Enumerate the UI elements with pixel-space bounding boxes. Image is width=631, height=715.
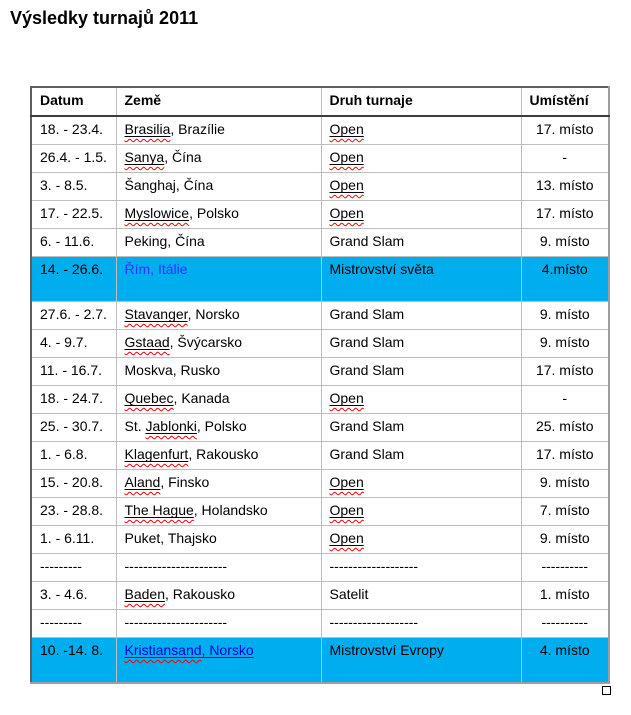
spellcheck-squiggle: Myslowice: [124, 205, 190, 221]
spellcheck-squiggle: The Hague: [124, 502, 194, 518]
date-cell: 14. - 26.6.: [31, 257, 116, 302]
country-cell: [116, 229, 321, 257]
tournament-type-cell: [321, 229, 521, 257]
placement-cell: 25. místo: [521, 414, 609, 442]
date-cell: ---------: [31, 554, 116, 582]
tournament-type-cell: [321, 442, 521, 470]
tournament-type-cell: [321, 116, 521, 145]
placement-cell: ----------: [521, 610, 609, 638]
spellcheck-squiggle: Klagenfurt: [124, 446, 189, 462]
tournament-type-cell: [321, 386, 521, 414]
col-header-zeme: Země: [116, 87, 321, 116]
table-row: [31, 302, 609, 330]
spellcheck-squiggle: Baden: [124, 586, 165, 602]
misspelled-word: [125, 334, 170, 350]
country-cell: [116, 330, 321, 358]
col-header-datum: Datum: [31, 87, 116, 116]
date-cell: 3. - 4.6.: [31, 582, 116, 610]
page-title: Výsledky turnajů 2011: [10, 8, 199, 28]
table-row: [31, 582, 609, 610]
tournament-type-cell: [321, 470, 521, 498]
table-row: [31, 498, 609, 526]
tournament-type-cell: [321, 610, 521, 638]
placement-cell: -: [521, 145, 609, 173]
tournament-type-cell: [321, 358, 521, 386]
date-cell: 3. - 8.5.: [31, 173, 116, 201]
country-link[interactable]: , Norsko: [201, 642, 254, 658]
date-cell: 18. - 23.4.: [31, 116, 116, 145]
tournament-type-cell: [321, 173, 521, 201]
text-segment: Mistrovství světa: [329, 261, 434, 277]
date-cell: ---------: [31, 610, 116, 638]
date-cell: 26.4. - 1.5.: [31, 145, 116, 173]
misspelled-word: [146, 418, 197, 434]
table-row: [31, 470, 609, 498]
spellcheck-squiggle: Stavanger: [124, 306, 188, 322]
tournament-type-cell: [321, 330, 521, 358]
misspelled-word: [125, 205, 190, 221]
header-row: [31, 87, 609, 116]
placement-cell: 13. místo: [521, 173, 609, 201]
misspelled-word: [125, 390, 174, 406]
spellcheck-squiggle: Open: [329, 205, 364, 221]
results-tbody: [31, 116, 609, 683]
text-segment: ----------------------: [124, 614, 228, 630]
text-segment: Grand Slam: [329, 334, 405, 350]
misspelled-word: [125, 474, 161, 490]
misspelled-word: [125, 149, 165, 165]
date-cell: 6. - 11.6.: [31, 229, 116, 257]
table-row: [31, 201, 609, 229]
placement-cell: 1. místo: [521, 582, 609, 610]
table-row: [31, 526, 609, 554]
text-segment: ----------------------: [124, 558, 228, 574]
text-segment: , Norsko: [187, 306, 240, 322]
country-cell: [116, 498, 321, 526]
spellcheck-squiggle: Brasilia: [124, 121, 171, 137]
tournament-type-cell: [321, 414, 521, 442]
placement-cell: 9. místo: [521, 302, 609, 330]
tournament-type-cell: [321, 582, 521, 610]
placement-cell: 17. místo: [521, 201, 609, 229]
spellcheck-squiggle: Open: [329, 149, 364, 165]
resize-handle: [602, 686, 611, 695]
table-row: [31, 116, 609, 145]
placement-cell: 7. místo: [521, 498, 609, 526]
placement-cell: 9. místo: [521, 526, 609, 554]
table-row: [31, 386, 609, 414]
date-cell: 27.6. - 2.7.: [31, 302, 116, 330]
country-cell: [116, 638, 321, 684]
spellcheck-squiggle: Open: [329, 502, 364, 518]
country-cell: [116, 173, 321, 201]
placement-cell: -: [521, 386, 609, 414]
table-row: [31, 554, 609, 582]
text-segment: , Rakousko: [188, 446, 259, 462]
table-row: [31, 173, 609, 201]
text-segment: Puket, Thajsko: [124, 530, 217, 546]
col-header-umisteni: Umístění: [521, 87, 609, 116]
country-cell: [116, 257, 321, 302]
misspelled-word: [330, 474, 364, 490]
date-cell: 17. - 22.5.: [31, 201, 116, 229]
country-cell: [116, 610, 321, 638]
results-table: [30, 86, 610, 684]
misspelled-word: [125, 586, 165, 602]
country-cell: [116, 358, 321, 386]
misspelled-word: [330, 177, 364, 193]
country-cell: [116, 526, 321, 554]
placement-cell: 9. místo: [521, 330, 609, 358]
table-row: [31, 229, 609, 257]
misspelled-word: [125, 502, 194, 518]
text-segment: St.: [124, 418, 146, 434]
text-segment: -------------------: [329, 558, 419, 574]
country-cell: [116, 554, 321, 582]
spellcheck-squiggle: Open: [329, 390, 364, 406]
spellcheck-squiggle: Kristiansand: [124, 642, 202, 658]
placement-cell: 9. místo: [521, 229, 609, 257]
spellcheck-squiggle: Aland: [124, 474, 161, 490]
tournament-type-cell: [321, 554, 521, 582]
text-segment: , Rakousko: [164, 586, 236, 602]
spellcheck-squiggle: Open: [329, 121, 364, 137]
country-cell: [116, 145, 321, 173]
text-segment: Mistrovství Evropy: [329, 642, 444, 658]
tournament-type-cell: [321, 526, 521, 554]
country-cell: [116, 386, 321, 414]
text-segment: , Finsko: [160, 474, 210, 490]
misspelled-word: [330, 121, 364, 137]
tournament-type-cell: [321, 257, 521, 302]
spellcheck-squiggle: Open: [329, 530, 364, 546]
table-row: [31, 442, 609, 470]
spellcheck-squiggle: Jablonki: [145, 418, 197, 434]
text-segment: , Holandsko: [193, 502, 268, 518]
misspelled-word: [330, 530, 364, 546]
text-segment: , Čína: [164, 149, 202, 165]
spellcheck-squiggle: Open: [329, 474, 364, 490]
text-segment: Grand Slam: [329, 233, 405, 249]
tournament-type-cell: [321, 498, 521, 526]
table-row-highlighted: [31, 638, 609, 684]
table-row: [31, 330, 609, 358]
country-link[interactable]: [125, 642, 202, 658]
placement-cell: 17. místo: [521, 442, 609, 470]
text-segment: , Polsko: [196, 418, 247, 434]
date-cell: 11. - 16.7.: [31, 358, 116, 386]
spellcheck-squiggle: Sanya: [124, 149, 165, 165]
col-header-druh-turnaje: Druh turnaje: [321, 87, 521, 116]
country-cell: [116, 442, 321, 470]
text-segment: Šanghaj, Čína: [124, 177, 214, 193]
text-segment: -------------------: [329, 614, 419, 630]
misspelled-word: [125, 121, 171, 137]
placement-cell: 4. místo: [521, 638, 609, 684]
country-cell: [116, 302, 321, 330]
date-cell: 1. - 6.11.: [31, 526, 116, 554]
spellcheck-squiggle: Quebec: [124, 390, 174, 406]
table-row: [31, 145, 609, 173]
table-row: [31, 610, 609, 638]
table-row: [31, 358, 609, 386]
date-cell: 15. - 20.8.: [31, 470, 116, 498]
misspelled-word: [125, 446, 189, 462]
tournament-type-cell: [321, 638, 521, 684]
country-cell: [116, 414, 321, 442]
city-text-blue: Řím, Itálie: [124, 261, 188, 277]
text-segment: Grand Slam: [329, 418, 405, 434]
placement-cell: 9. místo: [521, 470, 609, 498]
misspelled-word: [330, 149, 364, 165]
misspelled-word: [330, 502, 364, 518]
placement-cell: 17. místo: [521, 116, 609, 145]
placement-cell: 4.místo: [521, 257, 609, 302]
misspelled-word: [330, 205, 364, 221]
misspelled-word: [330, 390, 364, 406]
text-segment: Satelit: [329, 586, 369, 602]
date-cell: 25. - 30.7.: [31, 414, 116, 442]
spellcheck-squiggle: Gstaad: [124, 334, 170, 350]
text-segment: Peking, Čína: [124, 233, 205, 249]
country-cell: [116, 201, 321, 229]
date-cell: 1. - 6.8.: [31, 442, 116, 470]
country-cell: [116, 582, 321, 610]
text-segment: Grand Slam: [329, 446, 405, 462]
date-cell: 18. - 24.7.: [31, 386, 116, 414]
misspelled-word: [125, 306, 188, 322]
date-cell: 10. -14. 8.: [31, 638, 116, 684]
text-segment: , Kanada: [173, 390, 230, 406]
placement-cell: 17. místo: [521, 358, 609, 386]
country-cell: [116, 470, 321, 498]
date-cell: 4. - 9.7.: [31, 330, 116, 358]
text-segment: Grand Slam: [329, 362, 405, 378]
table-row-highlighted: [31, 257, 609, 302]
tournament-type-cell: [321, 302, 521, 330]
text-segment: , Polsko: [189, 205, 239, 221]
text-segment: Grand Slam: [329, 306, 405, 322]
country-cell: [116, 116, 321, 145]
text-segment: , Brazílie: [170, 121, 225, 137]
spellcheck-squiggle: Open: [329, 177, 364, 193]
tournament-type-cell: [321, 201, 521, 229]
placement-cell: ----------: [521, 554, 609, 582]
tournament-type-cell: [321, 145, 521, 173]
text-segment: Moskva, Rusko: [124, 362, 221, 378]
date-cell: 23. - 28.8.: [31, 498, 116, 526]
table-row: [31, 414, 609, 442]
text-segment: , Švýcarsko: [169, 334, 242, 350]
